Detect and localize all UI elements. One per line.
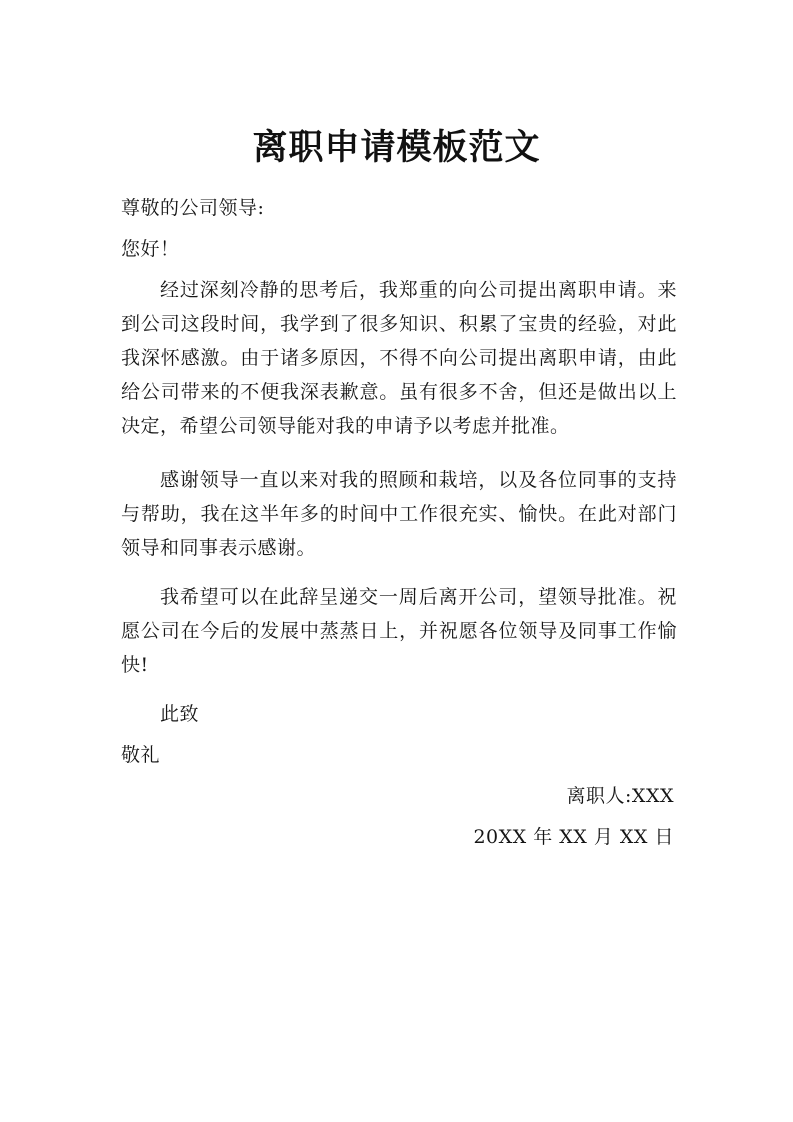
paragraph-2: 感谢领导一直以来对我的照顾和栽培，以及各位同事的支持与帮助，我在这半年多的时间中工作很充实、愉快。在此对部门领导和同事表示感谢。 [121,469,677,559]
closing-line-1: 此致 [160,703,200,725]
paragraph-1: 经过深刻冷静的思考后，我郑重的向公司提出离职申请。来到公司这段时间，我学到了很多知识、积累了宝贵的经验，对此我深怀感激。由于诸多原因，不得不向公司提出离职申请，由此给公司带来的不便我深表歉意。虽有很多不舍，但还是做出以上决定，希望公司领导能对我的申请予以考虑并批准。 [121,279,677,437]
date-line: 20XX 年 XX 月 XX 日 [473,826,674,848]
closing-line-2: 敬礼 [121,744,161,766]
salutation: 尊敬的公司领导: [121,197,265,219]
signer-line: 离职人:XXX [566,785,674,807]
greeting: 您好！ [121,238,180,260]
document-title: 离职申请模板范文 [252,127,541,168]
paragraph-3: 我希望可以在此辞呈递交一周后离开公司，望领导批准。祝愿公司在今后的发展中蒸蒸日上，并祝愿各位领导及同事工作愉快! [121,586,677,676]
